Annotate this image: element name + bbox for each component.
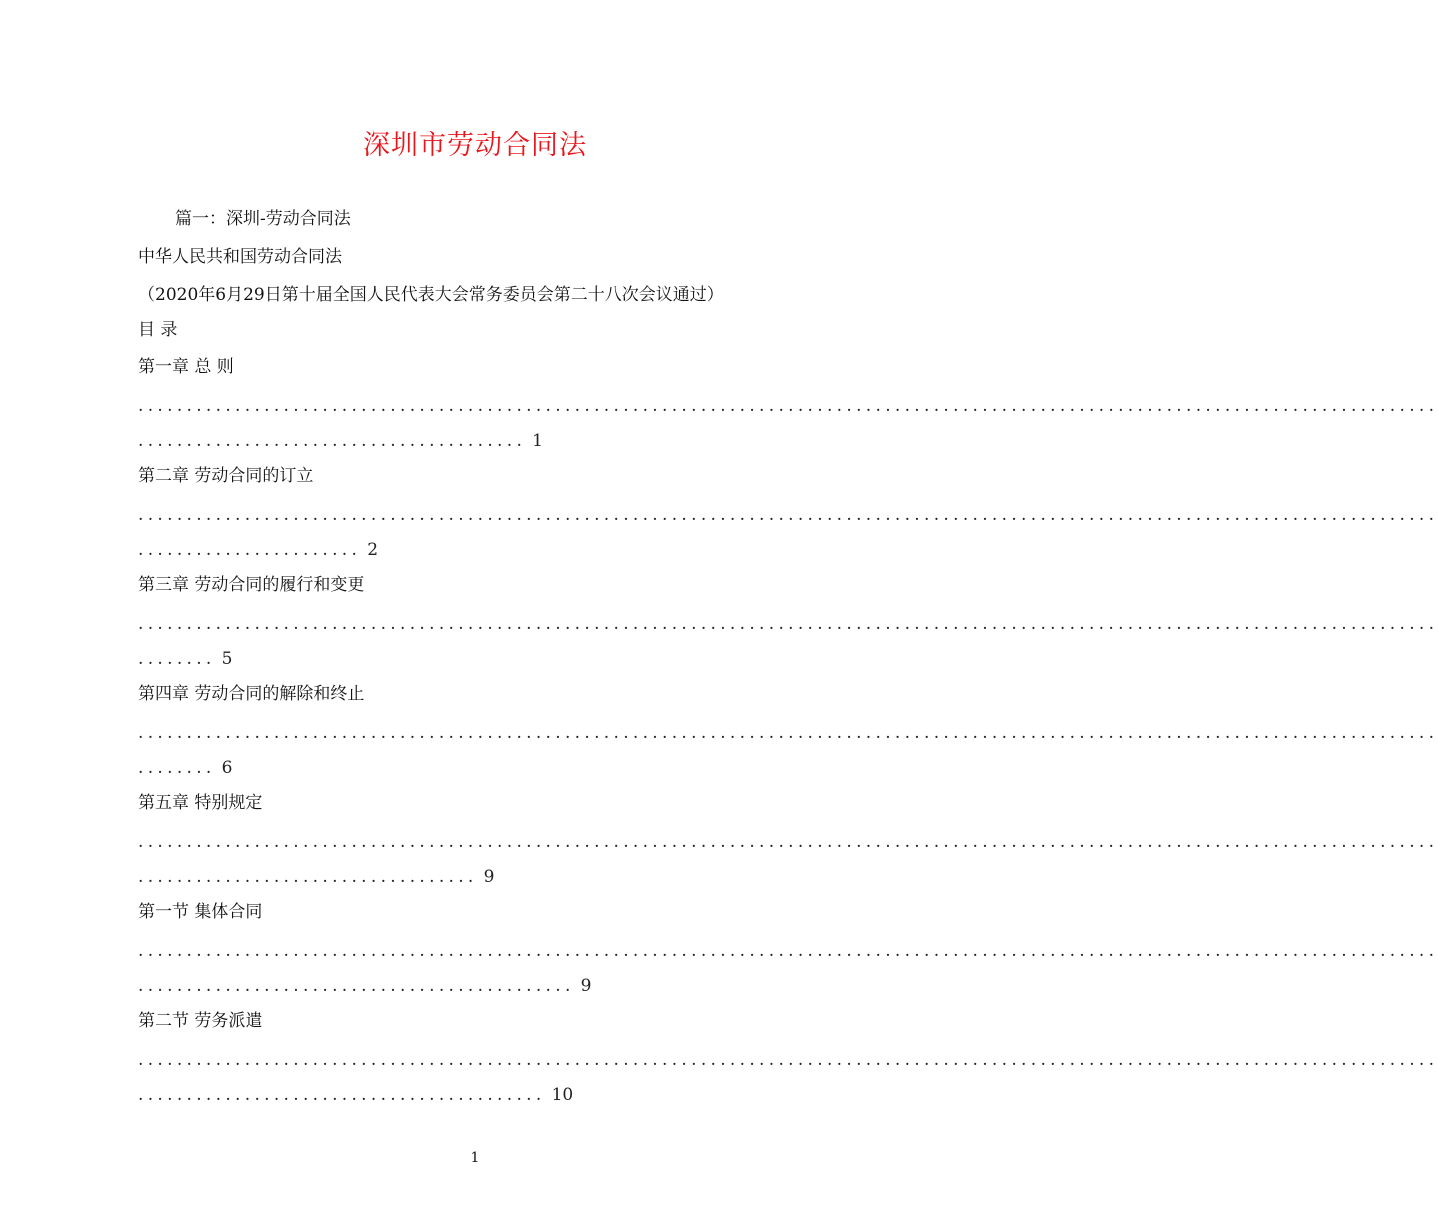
toc-entry-page-line [138,429,543,453]
toc-entry-page-line [138,974,592,998]
toc-leader-dots: ....................... [138,540,362,560]
toc-entry-label: 第二节 劳务派遣 [138,1011,263,1031]
toc-entry-page-line [138,538,378,562]
toc-leader-dots: ........ [138,649,216,669]
toc-leader-dots: ...................................................................................................................................... [138,941,1438,961]
law-name: 中华人民共和国劳动合同法 [138,247,342,267]
toc-entry-page: 10 [551,1085,574,1105]
toc-leader-dots: ...................................................................................................................................... [138,396,1438,416]
toc-entry-label: 第五章 特别规定 [138,793,263,813]
toc-entry-label: 第一节 集体合同 [138,902,263,922]
toc-leader-dots: ................................... [138,867,478,887]
toc-leader-dots: .......................................... [138,1085,546,1105]
toc-leader-dots: ........ [138,758,216,778]
toc-entry-label: 第四章 劳动合同的解除和终止 [138,684,365,704]
toc-leader-dots: ...................................................................................................................................... [138,614,1438,634]
toc-leader-dots: ...................................................................................................................................... [138,723,1438,743]
toc-entry-page: 9 [483,867,495,887]
toc-leader-dots: ...................................................................................................................................... [138,1050,1438,1070]
toc-entry-page-line [138,756,232,780]
section-heading: 篇一：深圳-劳动合同法 [175,209,351,229]
toc-leader-dots: ...................................................................................................................................... [138,832,1438,852]
toc-entry-page: 6 [221,758,233,778]
document-title: 深圳市劳动合同法 [363,130,587,161]
toc-heading: 目 录 [138,320,178,340]
toc-entry-page-line [138,647,232,671]
toc-entry-page: 5 [221,649,233,669]
toc-entry-page: 9 [580,976,592,996]
toc-entry-label: 第一章 总 则 [138,357,234,377]
toc-entry-page-line [138,865,494,889]
toc-entry-page-line [138,1083,573,1107]
toc-leader-dots: ............................................. [138,976,575,996]
toc-leader-dots: ........................................ [138,431,527,451]
toc-entry-page: 2 [367,540,379,560]
toc-entry-label: 第三章 劳动合同的履行和变更 [138,575,365,595]
toc-entry-page: 1 [532,431,543,451]
page-number: 1 [470,1150,480,1166]
toc-entry-label: 第二章 劳动合同的订立 [138,466,314,486]
toc-leader-dots: ...................................................................................................................................... [138,505,1438,525]
adoption-note: （2020年6月29日第十届全国人民代表大会常务委员会第二十八次会议通过） [138,285,724,305]
